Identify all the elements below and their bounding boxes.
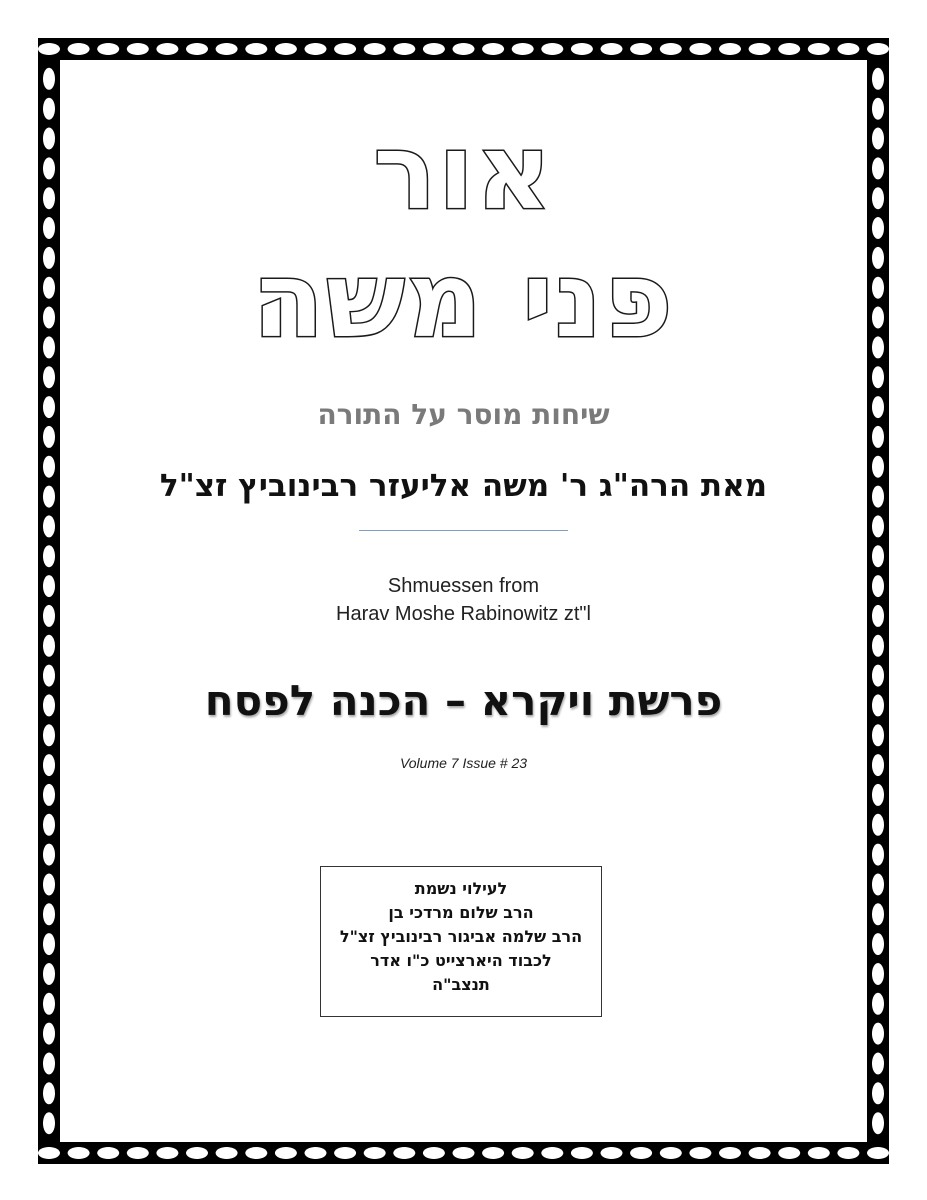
border-dot [38,1147,60,1159]
border-dot [872,1053,884,1075]
subtitle: שיחות מוסר על התורה [317,398,610,431]
border-dot [541,43,563,55]
border-dot [216,43,238,55]
border-dot [216,1147,238,1159]
english-line-1: Shmuessen from [387,575,540,597]
border-dot [43,1082,55,1104]
border-dot [43,515,55,537]
border-dot [571,43,593,55]
border-dot [43,814,55,836]
border-dot [364,1147,386,1159]
border-dot [453,43,475,55]
border-dot [872,724,884,746]
border-dot [630,43,652,55]
border-dot [630,1147,652,1159]
border-dot [43,784,55,806]
title-line-2: פני משה [252,239,675,361]
title-line-1: אור [373,111,554,233]
english-subtitle [0,572,927,628]
border-dot [541,1147,563,1159]
border-dot [127,43,149,55]
border-dot [97,43,119,55]
border-dot [43,993,55,1015]
border-dot [719,43,741,55]
border-dot [689,43,711,55]
border-dot [749,1147,771,1159]
border-dot [305,43,327,55]
border-dot [43,1112,55,1134]
border-dot [186,1147,208,1159]
dedication-line: לעילוי נשמת [414,879,508,898]
border-dot [393,1147,415,1159]
border-dot [423,43,445,55]
english-line-2: Harav Moshe Rabinowitz zt"l [336,603,591,625]
dedication-line: לכבוד היארצייט כ"ו אדר [370,951,552,970]
border-dot [571,1147,593,1159]
border-dot [43,844,55,866]
border-dot [156,43,178,55]
border-dot [423,1147,445,1159]
border-dot [43,635,55,657]
border-dot [364,43,386,55]
border-dot [872,933,884,955]
border-dot [43,1023,55,1045]
dedication-box [320,866,602,1017]
border-dot [872,784,884,806]
border-dot [43,366,55,388]
border-dot [872,993,884,1015]
border-dot [156,1147,178,1159]
border-dot [245,1147,267,1159]
border-dot [872,635,884,657]
border-dot [808,1147,830,1159]
border-dot [872,68,884,90]
border-dot [660,43,682,55]
border-dot [43,963,55,985]
border-dot [867,1147,889,1159]
border-dot [334,43,356,55]
border-dot [68,43,90,55]
border-dot [872,963,884,985]
border-dot [872,545,884,567]
border-dot [512,1147,534,1159]
border-dot [453,1147,475,1159]
border-dot [512,43,534,55]
border-dot [482,43,504,55]
border-dot [43,933,55,955]
border-dot [43,68,55,90]
border-dot [872,366,884,388]
border-dot [482,1147,504,1159]
dedication-line: תנצב"ה [432,975,490,994]
border-dot [275,43,297,55]
border-dot [43,874,55,896]
author-hebrew: מאת הרה"ג ר' משה אליעזר רבינוביץ זצ"ל [159,468,768,504]
border-dot [305,1147,327,1159]
border-dot [872,1112,884,1134]
border-dot [872,874,884,896]
border-dot [660,1147,682,1159]
divider-line [359,530,568,531]
border-dot [872,844,884,866]
border-dot [43,724,55,746]
border-dot [837,1147,859,1159]
border-dot [778,1147,800,1159]
border-dot [334,1147,356,1159]
border-dot [808,43,830,55]
border-dot [43,903,55,925]
border-dot [43,545,55,567]
border-dot [872,903,884,925]
border-dot [601,43,623,55]
border-dot [38,43,60,55]
border-dot [127,1147,149,1159]
border-dot [872,515,884,537]
border-dot [872,1082,884,1104]
border-dot [689,1147,711,1159]
border-dot [601,1147,623,1159]
border-dot [245,43,267,55]
border-dot [872,814,884,836]
border-dot [275,1147,297,1159]
border-dot [186,43,208,55]
border-dot [393,43,415,55]
volume-issue: Volume 7 Issue # 23 [399,755,528,771]
border-dot [68,1147,90,1159]
parsha-title: פרשת ויקרא – הכנה לפסח [204,676,723,725]
border-dot [837,43,859,55]
dedication-line: הרב שלום מרדכי בן [388,903,534,922]
border-dot [778,43,800,55]
border-dot [867,43,889,55]
border-dot [43,1053,55,1075]
border-dot [719,1147,741,1159]
dedication-line: הרב שלמה אביגור רבינוביץ זצ"ל [339,927,583,946]
border-dot [749,43,771,55]
border-dot [872,1023,884,1045]
border-dot [97,1147,119,1159]
